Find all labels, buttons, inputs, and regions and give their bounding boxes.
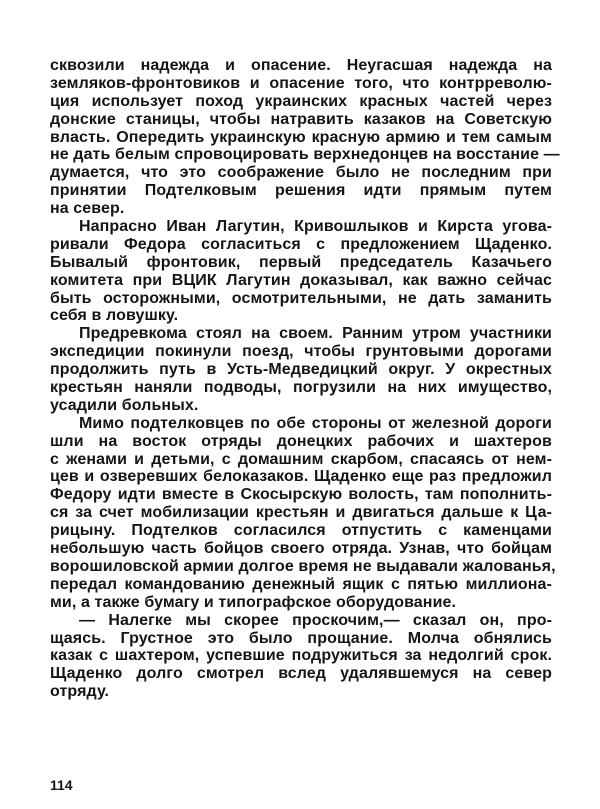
text-line: ся за счет мобилизации крестьян и двигаться дальше к Ца- (50, 504, 552, 522)
text-line: на север. (50, 200, 125, 218)
text-line: ция использует поход украинских красных частей через (50, 92, 552, 110)
text-line: Мимо подтелковцев по обе стороны от железной дороги (79, 414, 552, 432)
text-line: Федору идти вместе в Скосырскую волость, там пополнить- (50, 486, 552, 504)
paragraph (50, 612, 552, 701)
text-line: ворошиловской армии долгое время не выдавали жалованья, (50, 557, 556, 575)
text-line: думается, что это соображение было не последним при (50, 164, 552, 182)
text-line: ми, а также бумагу и типографское оборудование. (50, 593, 457, 611)
text-line: себя в ловушку. (50, 307, 179, 325)
page-body (50, 57, 560, 701)
paragraph (50, 325, 552, 414)
text-line: усадили больных. (50, 396, 199, 414)
text-line: шли на восток отряды донецких рабочих и шахтеров (50, 432, 552, 450)
text-line: Напрасно Иван Лагутин, Кривошлыков и Кирста угова- (79, 218, 552, 236)
text-line: комитета при ВЦИК Лагутин доказывал, как важно сейчас (50, 271, 552, 289)
page-number: 114 (50, 777, 73, 793)
text-line: земляков-фронтовиков и опасение того, что контрреволю- (50, 74, 552, 92)
text-line: цев и озверевших белоказаков. Щаденко еще раз предложил (50, 468, 552, 486)
text-line: донские станицы, чтобы натравить казаков на Советскую (50, 110, 552, 128)
text-line: не дать белым спровоцировать верхнедонцев на восстание — (50, 146, 560, 164)
text-line: с женами и детьми, с домашним скарбом, спасаясь от нем- (50, 450, 552, 468)
text-line: власть. Опередить украинскую красную армию и тем самым (50, 128, 552, 146)
text-line: отряду. (50, 683, 110, 701)
text-line: Бывалый фронтовик, первый председатель Казачьего (50, 253, 552, 271)
text-line: ривали Федора согласиться с предложением Щаденко. (50, 235, 552, 253)
text-line: передал командованию денежный ящик с пятью миллиона- (50, 575, 552, 593)
text-line: щаясь. Грустное это было прощание. Молча обнялись (50, 629, 552, 647)
text-line: Предревкома стоял на своем. Ранним утром участники (79, 325, 552, 343)
text-line: принятии Подтелковым решения идти прямым путем (50, 182, 552, 200)
text-line: крестьян наняли подводы, погрузили на них имущество, (50, 379, 552, 397)
text-line: Щаденко долго смотрел вслед удалявшемуся на север (50, 665, 552, 683)
text-line: рицыну. Подтелков согласился отпустить с каменцами (50, 522, 552, 540)
text-line: экспедиции покинули поезд, чтобы грунтовыми дорогами (50, 343, 552, 361)
text-line: сквозили надежда и опасение. Неугасшая надежда на (50, 57, 552, 74)
text-line: быть осторожными, осмотрительными, не дать заманить (50, 289, 552, 307)
text-line: — Налегке мы скорее проскочим,— сказал он, про- (79, 611, 552, 629)
paragraph (50, 57, 560, 218)
paragraph (50, 218, 552, 325)
text-line: казак с шахтером, успевшие подружиться за недолгий срок. (50, 647, 552, 665)
text-line: небольшую часть бойцов своего отряда. Узнав, что бойцам (50, 540, 552, 558)
paragraph (50, 414, 556, 612)
text-line: продолжить путь в Усть-Медведицкий округ. У окрестных (50, 361, 552, 379)
